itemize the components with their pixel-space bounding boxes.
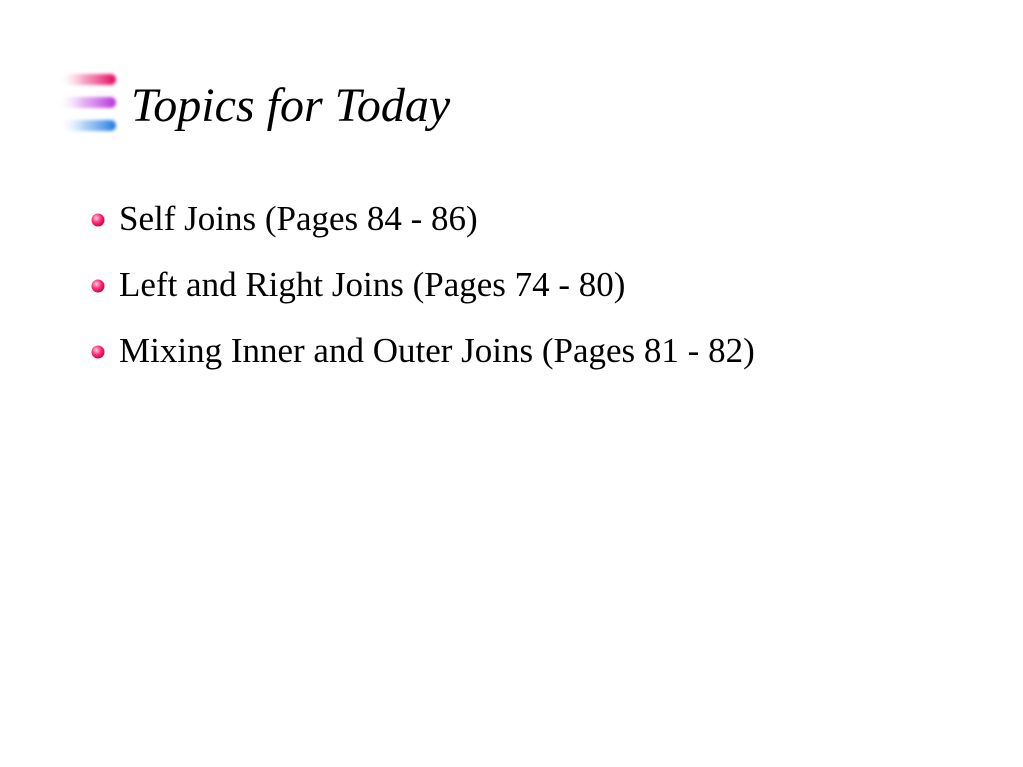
bullet-item [90,260,755,326]
bullet-item [90,194,755,260]
bullet-text: Self Joins (Pages 84 - 86) [119,199,478,238]
bullet-text: Mixing Inner and Outer Joins (Pages 81 - 82) [119,331,755,370]
pink-dot-bullet-icon [90,278,106,294]
stripes-logo-icon [54,68,120,138]
bullet-text: Left and Right Joins (Pages 74 - 80) [119,265,626,304]
logo-stripe-middle [56,97,116,108]
bullet-item [90,326,755,392]
slide-title: Topics for Today [131,79,451,132]
pink-dot-bullet-icon [90,344,106,360]
logo-stripe-top [58,74,116,85]
bullet-list [90,194,755,392]
logo-stripe-bottom [58,120,116,131]
pink-dot-bullet-icon [90,212,106,228]
